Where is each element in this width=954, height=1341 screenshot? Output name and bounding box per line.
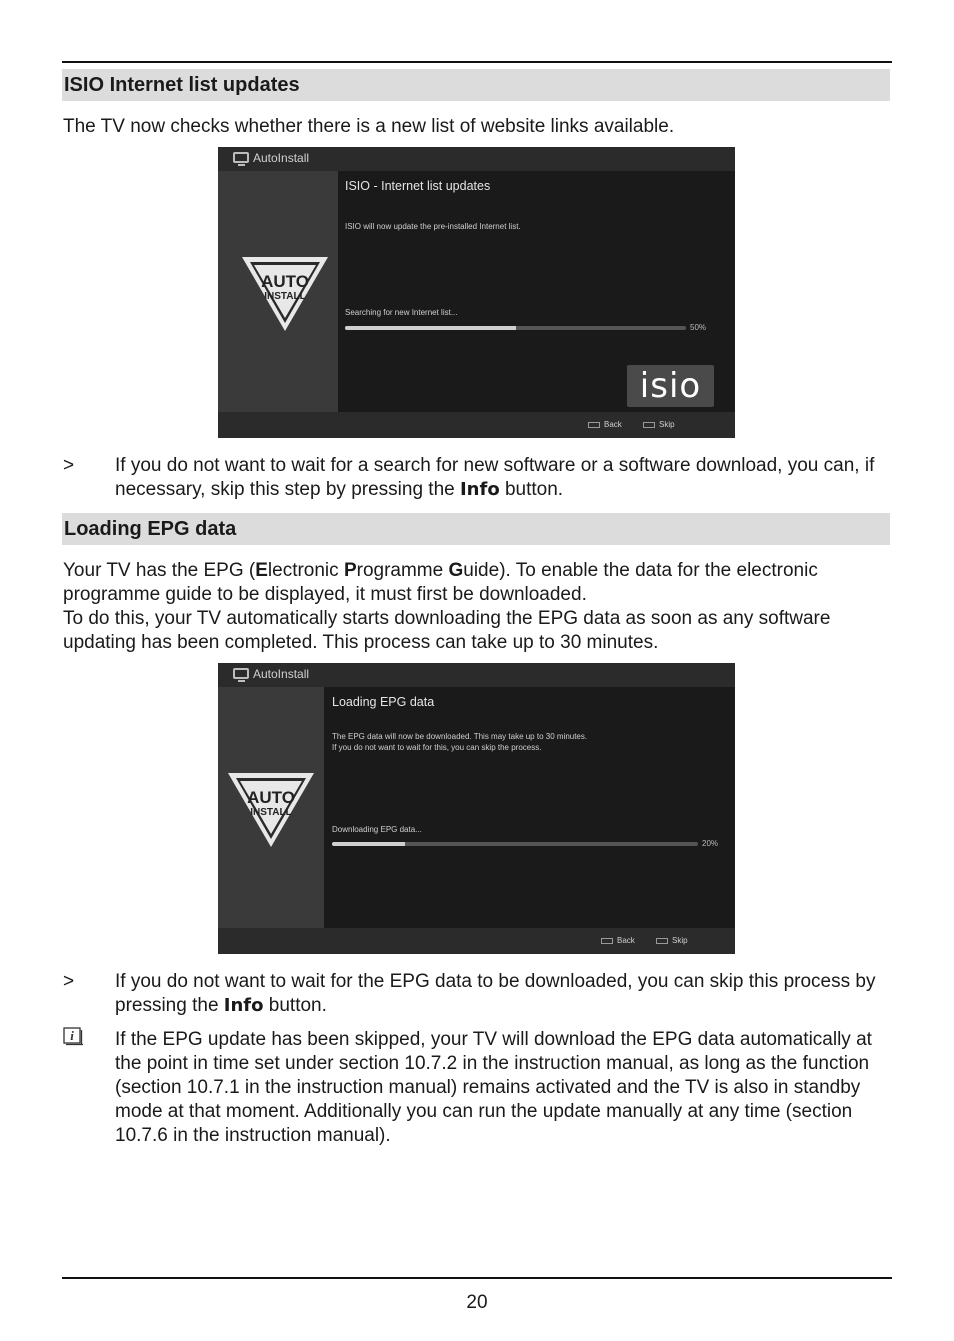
epg-para-2-line-2: updating has been completed. This process can take up to 30 minutes. xyxy=(63,632,659,653)
svg-text:i: i xyxy=(70,1028,74,1043)
tv-title-bar xyxy=(218,663,735,687)
skip-key-hint xyxy=(643,420,675,429)
back-key-hint xyxy=(588,420,622,429)
info-note-icon xyxy=(63,1027,85,1047)
isio-update-screenshot xyxy=(218,147,735,438)
back-key-hint xyxy=(601,936,635,945)
logo-text-auto: AUTO xyxy=(247,788,295,807)
panel-title: ISIO - Internet list updates xyxy=(345,179,491,193)
info-key-icon xyxy=(656,938,668,944)
tv-icon xyxy=(233,152,249,163)
auto-install-logo xyxy=(228,773,314,847)
logo-text-auto: AUTO xyxy=(261,272,309,291)
skip-key-label: Skip xyxy=(659,420,675,429)
epg-text-part: rogramme xyxy=(356,560,449,581)
skip-key-label: Skip xyxy=(672,936,688,945)
progress-percent: 50% xyxy=(690,323,707,332)
back-key-icon xyxy=(588,422,600,428)
auto-install-logo xyxy=(242,257,328,331)
page-number: 20 xyxy=(466,1292,488,1313)
back-key-icon xyxy=(601,938,613,944)
content-panel xyxy=(324,687,735,928)
progress-label: Downloading EPG data... xyxy=(332,825,422,834)
epg-letter-g: G xyxy=(448,560,464,581)
app-title: AutoInstall xyxy=(253,667,310,681)
epg-text-part: uide). To enable the data for the electronic xyxy=(463,560,818,581)
progress-percent: 20% xyxy=(702,839,719,848)
epg-letter-e: E xyxy=(255,560,268,581)
left-pane xyxy=(218,171,338,412)
epg-para-1-line-1 xyxy=(63,559,818,583)
bullet-text-post: button. xyxy=(499,479,564,500)
top-rule xyxy=(62,61,892,63)
app-title: AutoInstall xyxy=(253,151,310,165)
bullet-text xyxy=(115,970,893,1018)
progress-fill xyxy=(332,842,405,846)
tv-bottom-bar xyxy=(218,928,735,954)
epg-para-2-line-1: To do this, your TV automatically starts downloading the EPG data as soon as any software xyxy=(63,608,831,629)
epg-letter-p: P xyxy=(343,560,357,581)
panel-description-line-2: If you do not want to wait for this, you can skip the process. xyxy=(332,743,542,752)
bullet-text-pre: If you do not want to wait for the EPG data to be downloaded, you can skip this process by pressing the xyxy=(115,971,876,1016)
progress-bar xyxy=(332,842,698,846)
panel-description: ISIO will now update the pre-installed Internet list. xyxy=(345,222,521,231)
bottom-rule xyxy=(62,1277,892,1279)
info-button-word: Info xyxy=(459,479,500,500)
info-key-icon xyxy=(643,422,655,428)
section-heading-isio: ISIO Internet list updates xyxy=(62,69,890,101)
section-heading-epg: Loading EPG data xyxy=(62,513,890,545)
isio-brand-logo: isio xyxy=(627,365,714,407)
note-text: If the EPG update has been skipped, your TV will download the EPG data automatically at the point in time set under section 10.7.2 in the instruction manual, as long as the function (section 10.7.1 in the instruction manual) remains activated and the TV is also in standby mode at that moment. Additionally you can run the update manually at any time (section 10.7.6 in the instruction manual). xyxy=(115,1029,872,1146)
progress-bar xyxy=(345,326,686,330)
logo-text-install: INSTALL xyxy=(250,807,292,818)
skip-key-hint xyxy=(656,936,688,945)
panel-description-line-1: The EPG data will now be downloaded. This may take up to 30 minutes. xyxy=(332,732,588,741)
tv-title-bar xyxy=(218,147,735,171)
isio-intro-text: The TV now checks whether there is a new list of website links available. xyxy=(63,116,675,137)
left-pane xyxy=(218,687,324,928)
progress-label: Searching for new Internet list... xyxy=(345,308,458,317)
bullet-marker: > xyxy=(63,971,75,992)
epg-para-1-line-2: programme guide to be displayed, it must first be downloaded. xyxy=(63,584,587,605)
bullet-text-post: button. xyxy=(263,995,327,1016)
back-key-label: Back xyxy=(604,420,622,429)
bullet-marker: > xyxy=(63,455,75,476)
epg-text-part: lectronic xyxy=(267,560,344,581)
progress-fill xyxy=(345,326,516,330)
logo-text-install: INSTALL xyxy=(264,291,306,302)
panel-title: Loading EPG data xyxy=(332,695,435,709)
bullet-text xyxy=(115,454,893,502)
epg-loading-screenshot xyxy=(218,663,735,954)
back-key-label: Back xyxy=(617,936,635,945)
epg-text-part: Your TV has the EPG ( xyxy=(63,560,256,581)
tv-bottom-bar xyxy=(218,412,735,438)
bullet-text-pre: If you do not want to wait for a search for new software or a software download, you can, if necessary, skip this step by pressing the xyxy=(115,455,875,500)
info-button-word: Info xyxy=(223,995,264,1016)
tv-icon xyxy=(233,668,249,679)
